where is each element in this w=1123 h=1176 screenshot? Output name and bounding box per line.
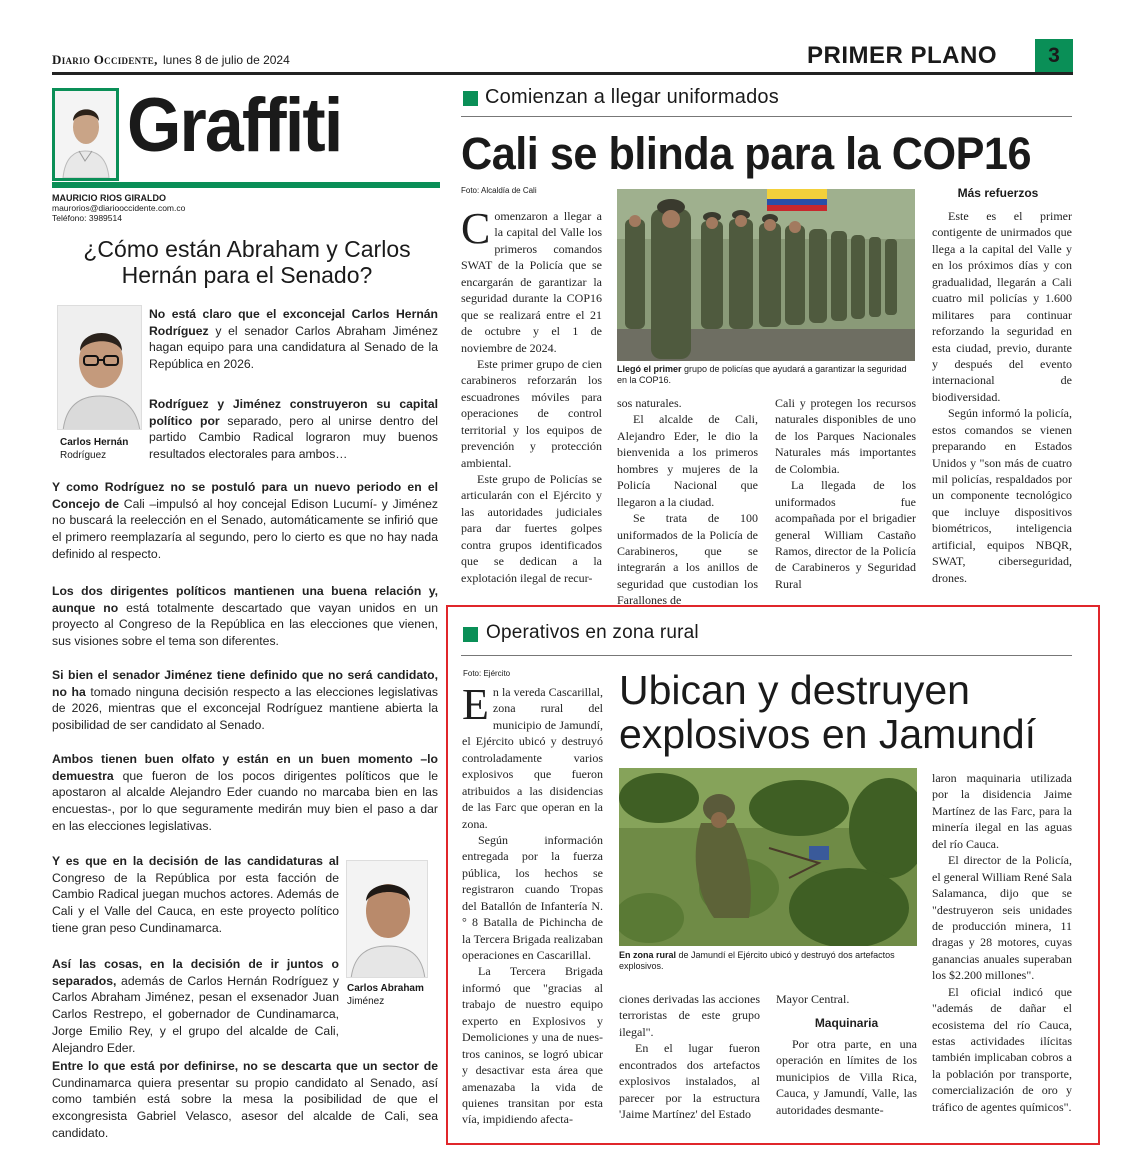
author-phone: Teléfono: 3989514 bbox=[52, 213, 122, 223]
column-paragraph: Ambos tienen buen olfato y están en un buen momento –lo demuestra que fueron de los pocos dirigentes políticos que le apostaron al alcalde Alejandro Eder cuando no marcaba bien en las encuestas-, por lo que seguramente medirán muy bien el paso a dar en las elecciones legislativas. bbox=[52, 752, 438, 833]
article-column-4: Este es el primer contigente de unirmados que llega a la capital del Valle y en los próximos días y con gradualidad, llegarán a Cali cuatro mil policías y 1.600 militares para continuar reforzando la seguridad en esta ciudad, previo, durante y después del evento internacional de biodiversidad. Según informó la policía, estos comandos se vienen preparando en Estados Unidos y "son más de cuatro mil policías, respaldados por un componente tecnológico que incluye dispositivos biométricos, inteligencia artificial, equipos NBQR, SWAT, ciberseguridad, drones. bbox=[932, 209, 1072, 585]
article-kicker: Operativos en zona rural bbox=[486, 622, 699, 643]
photo-credit: Foto: Alcaldía de Cali bbox=[461, 186, 537, 195]
author-email: maurorios@diariooccidente.com.co bbox=[52, 203, 186, 213]
article-column-2: ciones derivadas las acciones terroristas de este grupo ilegal". En el lugar fueron encontrados dos artefactos explosivos instalados, al parecer por la estructura 'Jaime Martínez' del Estado bbox=[619, 992, 760, 1122]
issue-date: lunes 8 de julio de 2024 bbox=[163, 53, 290, 67]
column-paragraph: Y es que en la decisión de las candidaturas al Congreso de la República por esta facción de Cambio Radical juegan muchos actores. Además de Cali y el Valle del Cauca, en este proyecto político tiene gran peso Cundinamarca. bbox=[52, 854, 339, 935]
article-column-2: sos naturales. El alcalde de Cali, Alejandro Eder, le dio la bienvenida a los primeros hombres y mujeres de la Policía Nacional que llegaron a la ciudad. Se trata de 100 uniformados de la Policía de Carabineros, que se integrarán a los anillos de seguridad que custodian los Farallones de bbox=[617, 396, 758, 608]
kicker-bullet bbox=[463, 91, 478, 106]
masthead-name: Diario Occidente, bbox=[52, 52, 158, 67]
article-subhead: Maquinaria bbox=[814, 1016, 879, 1031]
kicker-bullet bbox=[463, 627, 478, 642]
article-column-1: En la vereda Cascarillal, zona rural del municipio de Jamundí, el Ejército ubicó y destruyó controladamente varios explosivos que fueron atribuidos a las disidencias de las Farc que operan en la zona. Según información entregada por la fuerza pública, los hechos se registraron cuando Tropas del Batallón de Infantería N.° 8 Batalla de Pichincha de la Tercera Brigada realizaban operaciones en Cascarillal. La Tercera Brigada informó que "gracias al trabajo de nuestro equipo experto en Explosivos y Demoliciones y una de nues-tros caninos, se logró ubicar y desactivar esta área que amenazaba la vida de quienes transitan por esta vía, impidiendo afecta- bbox=[462, 680, 603, 1127]
column-title: Graffiti bbox=[127, 83, 342, 168]
author-name: MAURICIO RIOS GIRALDO bbox=[52, 193, 166, 203]
article-subhead: Más refuerzos bbox=[957, 186, 1039, 200]
photo-caption-surname: Jiménez bbox=[347, 996, 385, 1007]
photo-caption-name: Carlos Abraham bbox=[347, 983, 424, 994]
police-group-photo bbox=[617, 189, 915, 361]
page-number: 3 bbox=[1035, 39, 1073, 73]
author-photo bbox=[52, 88, 119, 181]
kicker-rule bbox=[461, 116, 1072, 117]
article-kicker: Comienzan a llegar uniformados bbox=[485, 86, 779, 108]
kicker-rule bbox=[461, 655, 1072, 656]
article-headline bbox=[619, 668, 1036, 757]
photo-caption-surname: Rodríguez bbox=[60, 450, 107, 461]
article-column-3: Mayor Central. Maquinaria Por otra parte, en una operación en límites de los municipios de Villa Rica, Cauca, y Jamundí, Valle, las autoridades desmante- bbox=[776, 992, 917, 1117]
section-title: PRIMER PLANO bbox=[807, 42, 998, 69]
column-paragraph: Entre lo que está por definirse, no se descarta que un sector de Cundinamarca quiera presentar su propio candidato al Senado, así como también está sobre la mesa la posibilidad de que el excongresista Gabriel Velasco, asesor del alcalde de Cali, sea candidato. bbox=[52, 1059, 438, 1140]
photo-caption: Llegó el primer grupo de policías que ayudará a garantizar la seguridad en la COP16. bbox=[617, 364, 907, 386]
article-headline: Cali se blinda para la COP16 bbox=[461, 128, 1031, 179]
photo-credit: Foto: Ejército bbox=[463, 669, 511, 678]
column-headline: ¿Cómo están Abraham y Carlos Hernán para el Senado? bbox=[83, 236, 411, 289]
photo-caption-name: Carlos Hernán bbox=[60, 437, 129, 448]
drop-cap: E bbox=[462, 680, 489, 729]
column-title-rule bbox=[52, 182, 440, 188]
column-paragraph: Rodríguez y Jiménez construyeron su capital político por separado, pero al unirse dentro del partido Cambio Radical lograron muy buenos resultados electorales para ambos… bbox=[149, 397, 438, 462]
drop-cap: C bbox=[461, 204, 491, 253]
headline-line-2: explosivos en Jamundí bbox=[619, 711, 1037, 758]
politician-photo-jimenez bbox=[346, 860, 428, 978]
column-paragraph: Los dos dirigentes políticos mantienen una buena relación y, aunque no está totalmente descartado que vayan unidos en un proyecto al Congreso de la República en las elecciones que vienen, sus visiones sobre el tema son diferentes. bbox=[52, 584, 438, 649]
column-paragraph: Y como Rodríguez no se postuló para un nuevo periodo en el Concejo de Cali –impulsó al hoy concejal Edison Lucumí- y Jiménez no buscará la reelección en el Senado, automáticamente se infirió que el primero reemplazaría al segundo, pero lo cierto es que no hay nada definido al respecto. bbox=[52, 480, 438, 561]
header-rule bbox=[52, 72, 1073, 75]
politician-photo-rodriguez bbox=[57, 305, 142, 430]
article-column-1: Comenzaron a llegar a la capital del Valle los primeros comandos SWAT de la Policía que se encargarán de garantizar la seguridad durante la COP16 que se realizará entre el 21 de octubre y el 1 de noviembre de 2024. Este primer grupo de cien carabineros reforzarán los escuadrones móviles para operaciones de control territorial y los equipos de prevención y protección ambiental. Este grupo de Policías se articularán con el Ejército y las autoridades judiciales para dar fuertes golpes contra grupos identificados que se dedican a la explotación ilegal de recur- bbox=[461, 204, 602, 585]
column-paragraph: Así las cosas, en la decisión de ir juntos o separados, además de Carlos Hernán Rodríguez y Carlos Abraham Jiménez, pesan el exsenador Juan Carlos Restrepo, el gobernador de Cundinamarca, Jorge Emilio Rey, y el grupo del alcalde de Cali, Alejandro Eder. bbox=[52, 957, 339, 1055]
article-column-3: Cali y protegen los recursos naturales disponibles de uno de los Parques Nacionales Naturales más importantes de Colombia. La llegada de los uniformados fue acompañada por el brigadier general William Castaño Ramos, director de la Policía de Carabineros y Seguridad Rural bbox=[775, 396, 916, 591]
photo-caption: En zona rural de Jamundí el Ejército ubicó y destruyó dos artefactos explosivos. bbox=[619, 950, 895, 972]
column-paragraph: Si bien el senador Jiménez tiene definido que no será candidato, no ha tomado ninguna decisión respecto a las elecciones legislativas de 2026, mientras que el exconcejal Rodríguez mantiene abierta la posibilidad de ser candidato al Senado. bbox=[52, 668, 438, 733]
article-column-4: laron maquinaria utilizada por la disidencia Jaime Martínez de las Farc, para la minería ilegal en las aguas del río Cauca. El director de la Policía, el general William René Sala Salamanca, dijo que se "destruyeron seis unidades de producción minera, 11 dragas y 28 motores, cuyas ganancias anuales superaban los $2.200 millones". El oficial indicó que "además de dañar el ecosistema del río Cauca, estas actividades ilícitas también implicaban cobros a la población por transporte, comercialización de oro y tráfico de agentes químicos". bbox=[932, 771, 1072, 1114]
column-paragraph: No está claro que el exconcejal Carlos Hernán Rodríguez y el senador Carlos Abraham Jiménez hagan equipo para una candidatura al Senado de la República en 2026. bbox=[149, 307, 438, 372]
soldier-photo bbox=[619, 768, 917, 946]
headline-line-1: Ubican y destruyen bbox=[619, 667, 970, 713]
